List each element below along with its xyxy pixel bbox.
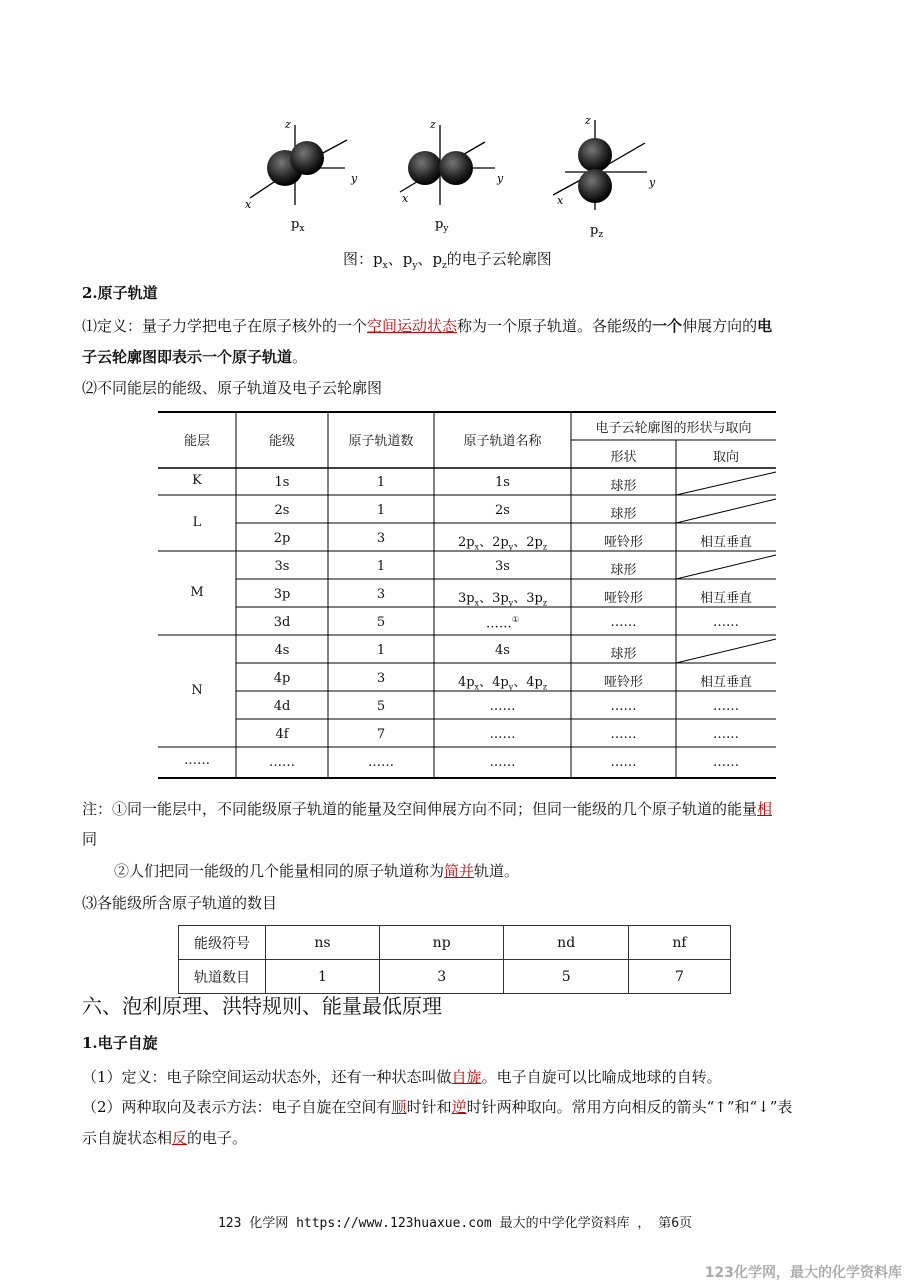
orbital-count-table (178, 925, 731, 994)
definition-line-2: 子云轮廓图即表示一个原子轨道。 (82, 348, 308, 366)
spin-directions-line-2: 示自旋状态相反的电子。 (82, 1129, 248, 1147)
x-axis-label: x (402, 192, 409, 205)
table-cell-dir: …… (713, 755, 739, 770)
z-axis-label: z (285, 118, 291, 131)
table-cell-dir: …… (713, 727, 739, 742)
table-cell-count: 1 (376, 475, 386, 490)
page-footer: 123 化学网 https://www.123huaxue.com 最大的中学化学资料库 ， 第6页 (217, 1216, 693, 1231)
item-2-heading: ⑵不同能层的能级、原子轨道及电子云轮廓图 (82, 379, 383, 397)
table-cell-count: 3 (376, 671, 386, 686)
table-cell-shape: …… (610, 615, 637, 630)
table-cell-count: 3 (376, 587, 386, 602)
table-cell-name: 4s (495, 643, 510, 658)
table-cell-name: 1s (495, 475, 510, 490)
cell: 7 (628, 960, 730, 994)
section-heading-6: 六、泡利原理、洪特规则、能量最低原理 (82, 994, 442, 1018)
table-cell-dir: …… (713, 699, 739, 714)
subheading-electron-spin: 1.电子自旋 (82, 1034, 158, 1052)
px-orbital (245, 118, 358, 211)
cell: 5 (504, 960, 629, 994)
cell: 轨道数目 (179, 960, 266, 994)
z-axis-label: z (430, 118, 436, 131)
table-cell-name: $3p_x$、$3p_y$、$3p_z$ (457, 591, 548, 608)
table-cell-shape: 球形 (610, 563, 637, 578)
table-cell-level: 3p (273, 587, 291, 602)
spin-definition: （1）定义：电子除空间运动状态外，还有一种状态叫做自旋。电子自旋可以比喻成地球的自转。 (82, 1068, 722, 1086)
table-cell-level: 3s (274, 559, 290, 574)
table-cell-level: 4d (273, 699, 291, 714)
subheader-shape: 形状 (610, 450, 637, 465)
layer-K: K (192, 473, 202, 488)
table-cell-shape: 哑铃形 (603, 591, 643, 606)
figure-caption: 图：$p_x$、$p_y$、$p_z$的电子云轮廓图 (343, 250, 552, 271)
table-cell-level: 1s (274, 475, 290, 490)
subheader-direction: 取向 (712, 450, 739, 465)
cell: np (379, 926, 504, 960)
table-cell-shape: 球形 (610, 647, 637, 662)
table-cell-shape: 哑铃形 (603, 675, 643, 690)
table-cell-dir: …… (713, 615, 739, 630)
table-cell-dir: 相互垂直 (699, 591, 752, 606)
y-axis-label: y (649, 176, 656, 189)
table-cell-level: …… (269, 755, 295, 770)
pz-label: $p_z$ (590, 223, 604, 240)
header-layer: 能层 (183, 434, 210, 449)
definition-line-1: ⑴定义：量子力学把电子在原子核外的一个空间运动状态称为一个原子轨道。各能级的一个伸展方向的电 (82, 317, 773, 335)
layer-N: N (191, 683, 203, 698)
header-shape-direction: 电子云轮廓图的形状与取向 (595, 421, 752, 436)
pz-orbital (553, 114, 656, 210)
x-axis-label: x (557, 194, 564, 207)
table-cell-level: 2p (273, 531, 291, 546)
p-orbital-figure (235, 110, 675, 240)
table-cell-shape: …… (610, 755, 637, 770)
table-cell-count: 3 (376, 531, 386, 546)
header-orbital-count: 原子轨道数 (348, 434, 414, 449)
note-1-line-1: 注：①同一能层中，不同能级原子轨道的能量及空间伸展方向不同；但同一能级的几个原子轨道的能量相 (82, 800, 773, 818)
layer-more: …… (184, 753, 210, 768)
table-cell-shape: …… (610, 727, 637, 742)
table-cell-shape: 球形 (610, 479, 637, 494)
px-label: $p_x$ (291, 217, 305, 234)
cell: 1 (266, 960, 380, 994)
table-cell-name: …… (489, 699, 516, 714)
table-cell-count: …… (368, 755, 394, 770)
note-1-line-2: 同 (82, 830, 98, 848)
table-row (179, 926, 731, 960)
y-axis-label: y (497, 172, 504, 185)
layer-M: M (190, 585, 204, 600)
table-cell-dir: 相互垂直 (699, 675, 752, 690)
table-cell-shape: 球形 (610, 507, 637, 522)
table-row (179, 960, 731, 994)
x-axis-label: x (245, 198, 252, 211)
table-cell-level: 2s (274, 503, 290, 518)
cell: nf (628, 926, 730, 960)
orbital-table (158, 410, 778, 782)
table-cell-level: 3d (273, 615, 291, 630)
table-cell-count: 1 (376, 559, 386, 574)
table-cell-name: …… (489, 755, 516, 770)
note-2: ②人们把同一能级的几个能量相同的原子轨道称为简并轨道。 (114, 862, 520, 880)
table-cell-name: ……① (485, 615, 520, 632)
cell: ns (266, 926, 380, 960)
cell: 能级符号 (179, 926, 266, 960)
table-cell-name: 3s (495, 559, 510, 574)
spin-directions-line-1: （2）两种取向及表示方法：电子自旋在空间有顺时针和逆时针两种取向。常用方向相反的箭头“↑”和“↓”表 (82, 1098, 793, 1116)
item-3-heading: ⑶各能级所含原子轨道的数目 (82, 894, 278, 912)
table-cell-count: 5 (376, 615, 386, 630)
table-cell-name: 2s (495, 503, 510, 518)
table-cell-level: 4f (275, 727, 289, 742)
orbital-diagram (235, 110, 675, 240)
table-cell-count: 5 (376, 699, 386, 714)
table-cell-shape: …… (610, 699, 637, 714)
py-orbital (400, 118, 504, 205)
y-axis-label: y (351, 172, 358, 185)
table-cell-count: 1 (376, 503, 386, 518)
header-orbital-name: 原子轨道名称 (463, 434, 542, 449)
table-cell-name: $4p_x$、$4p_y$、$4p_z$ (457, 675, 548, 692)
cell: nd (504, 926, 629, 960)
table-cell-count: 7 (376, 727, 386, 742)
table-cell-level: 4p (273, 671, 291, 686)
table-cell-name: $2p_x$、$2p_y$、$2p_z$ (457, 535, 548, 552)
section-heading-2: 2.原子轨道 (82, 284, 158, 302)
watermark: 123化学网，最大的化学资料库 (704, 1265, 902, 1281)
header-level: 能级 (268, 434, 295, 449)
layer-L: L (192, 515, 202, 530)
py-label: $p_y$ (435, 217, 449, 234)
table-cell-shape: 哑铃形 (603, 535, 643, 550)
cell: 3 (379, 960, 504, 994)
table-cell-count: 1 (376, 643, 386, 658)
table-cell-dir: 相互垂直 (699, 535, 752, 550)
table-cell-level: 4s (274, 643, 290, 658)
table-cell-name: …… (489, 727, 516, 742)
z-axis-label: z (585, 114, 591, 127)
